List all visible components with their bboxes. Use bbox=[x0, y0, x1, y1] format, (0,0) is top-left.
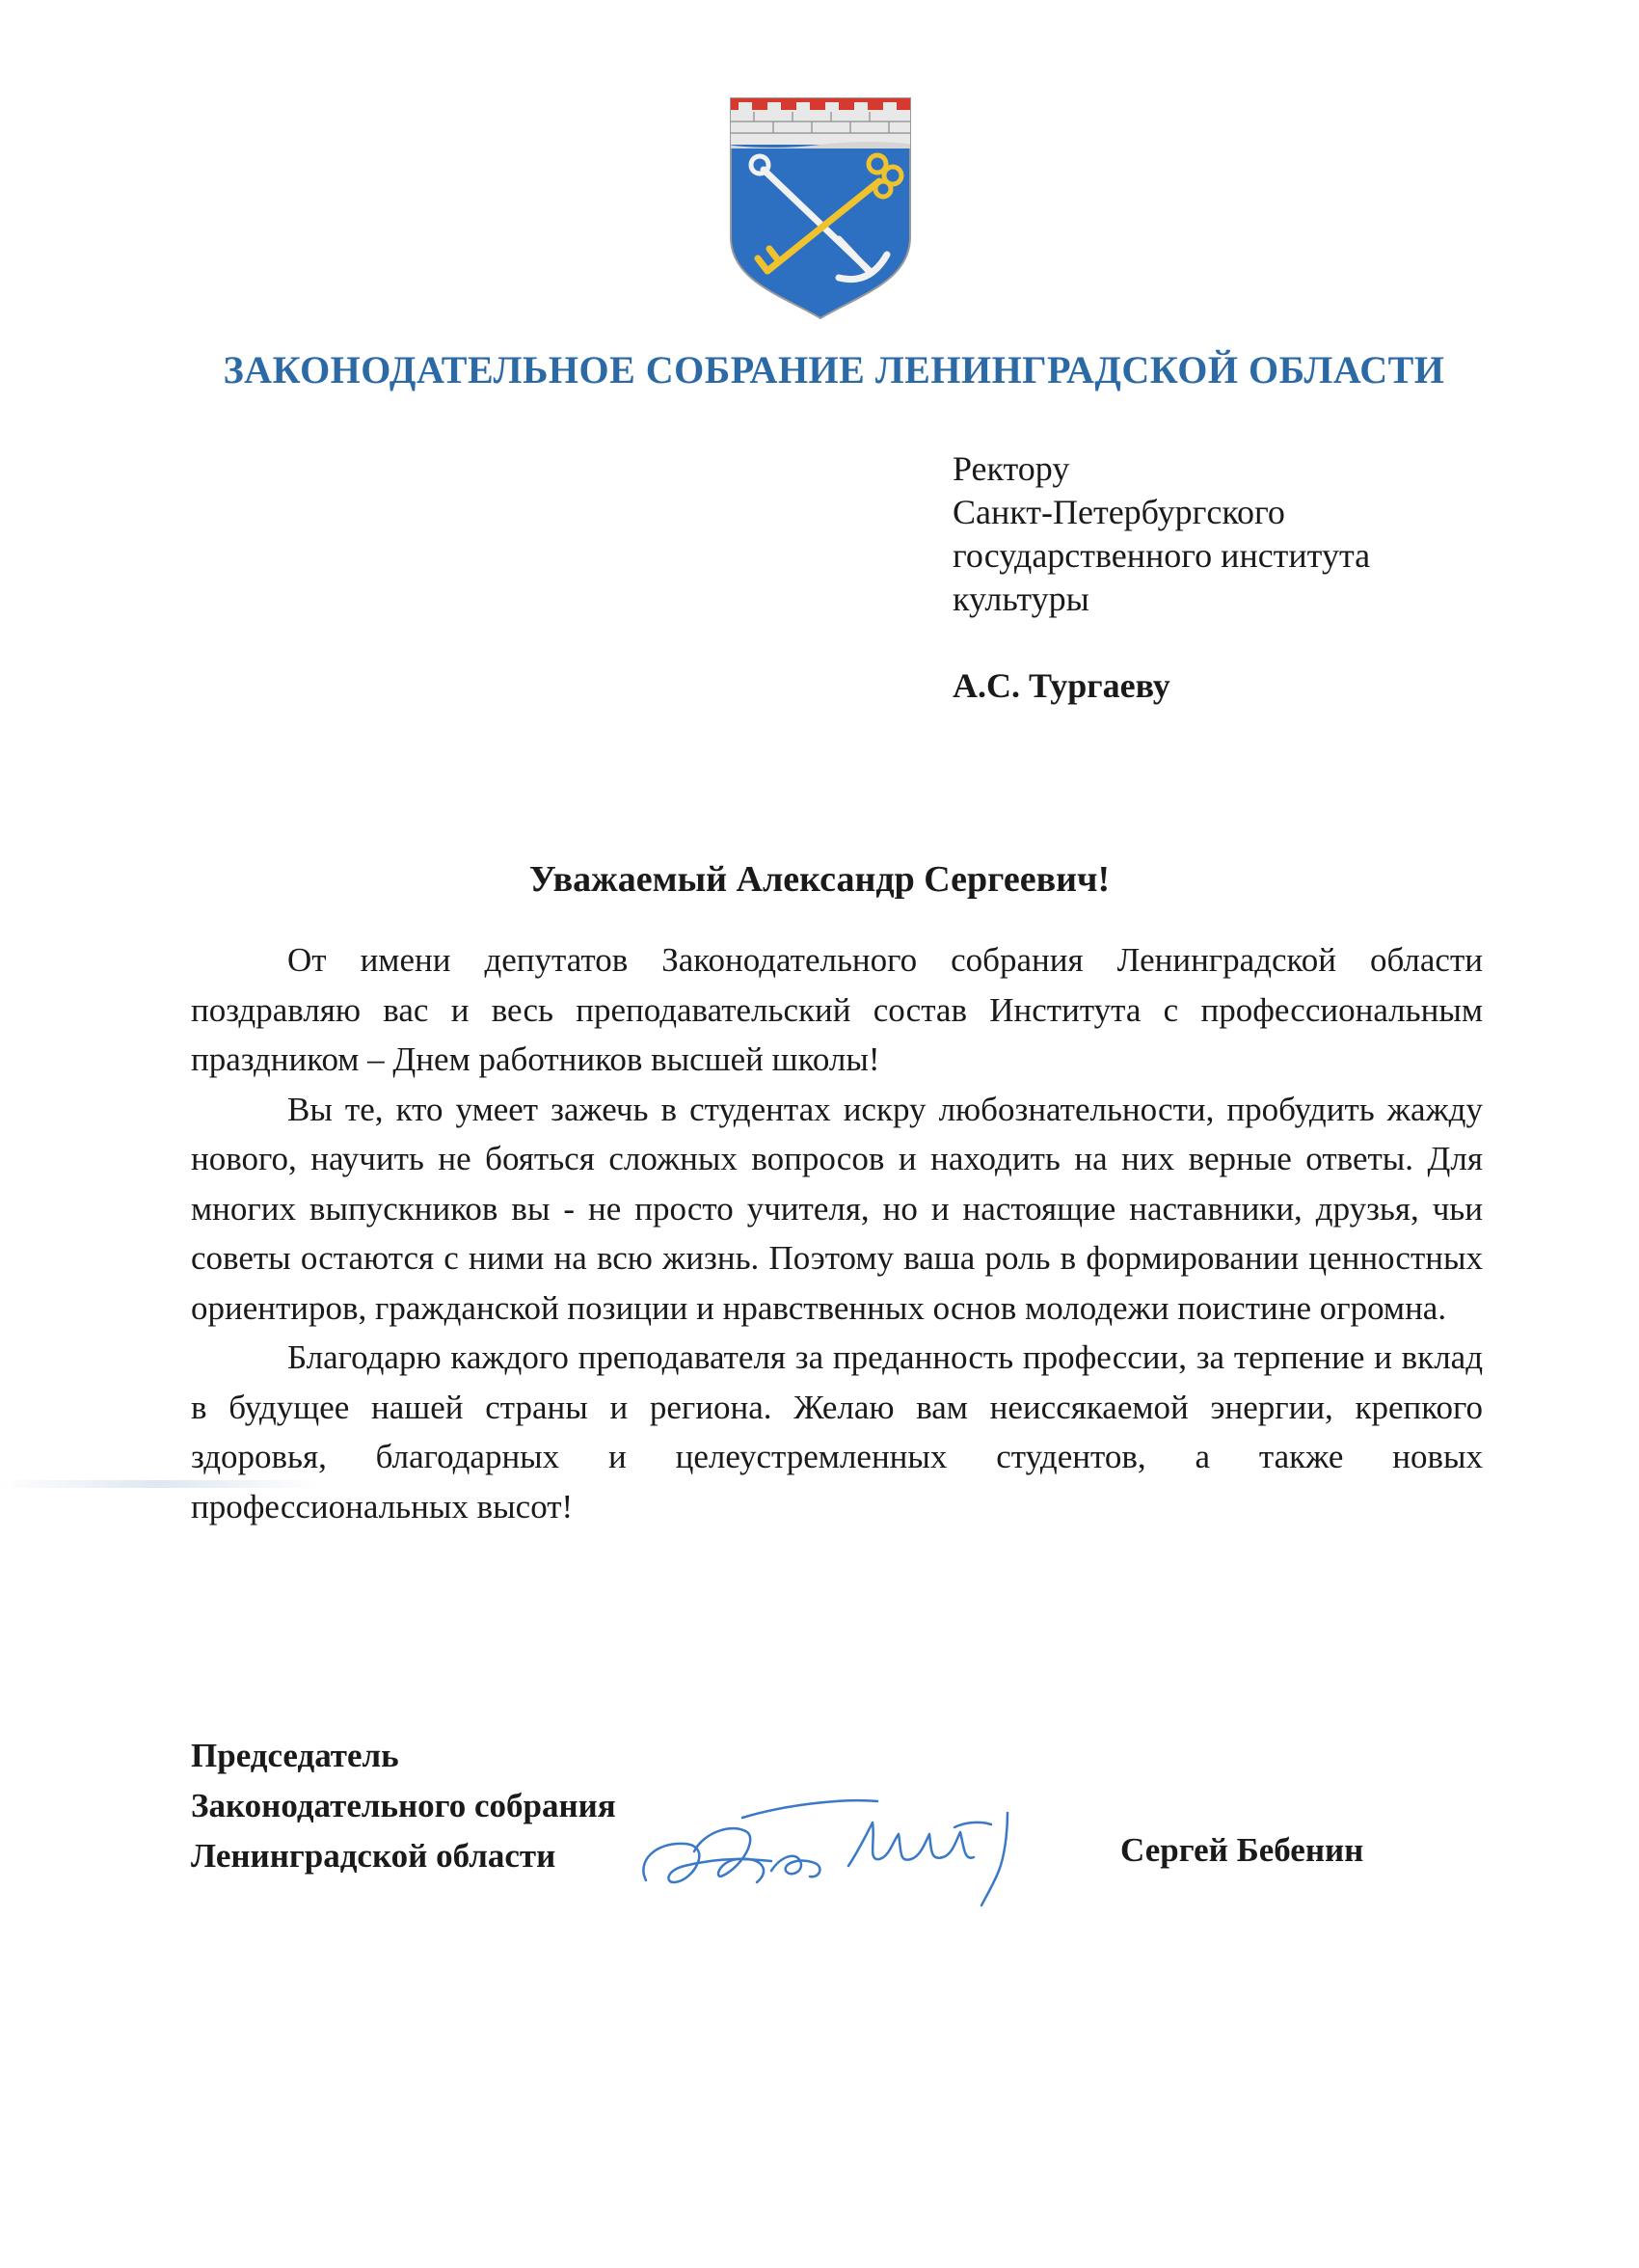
leningrad-oblast-coat-of-arms-icon bbox=[725, 93, 916, 322]
addressee-line: Санкт-Петербургского bbox=[953, 493, 1285, 531]
addressee-line: Ректору bbox=[953, 449, 1070, 488]
addressee-line: культуры bbox=[953, 580, 1089, 618]
organization-title: ЗАКОНОДАТЕЛЬНОЕ СОБРАНИЕ ЛЕНИНГРАДСКОЙ ОБЛАСТИ bbox=[223, 348, 1445, 392]
letter-paragraph: От имени депутатов Законодательного собрания Ленинградской области поздравляю вас и весь преподавательский состав Института с профессиональным праздником – Днем работников высшей школы! bbox=[191, 941, 1483, 1078]
addressee-block bbox=[953, 447, 1570, 621]
position-line: Председатель bbox=[191, 1737, 399, 1774]
addressee-name: А.С. Тургаеву bbox=[953, 666, 1170, 705]
addressee-line: государственного института bbox=[953, 536, 1371, 575]
letter-paragraph: Вы те, кто умеет зажечь в студентах искру любознательности, пробудить жажду нового, научить не бояться сложных вопросов и находить на них верные ответы. Для многих выпускников вы - не просто учителя, но и настоящие наставники, друзья, чьи советы остаются с ними на всю жизнь. Поэтому ваша роль в формировании ценностных ориентиров, гражданской позиции и нравственных основ молодежи поистине огромна. bbox=[191, 1090, 1483, 1327]
signatory-position bbox=[191, 1731, 616, 1881]
position-line: Законодательного собрания bbox=[191, 1787, 616, 1824]
signer-name: Сергей Бебенин bbox=[1120, 1831, 1364, 1869]
salutation: Уважаемый Александр Сергеевич! bbox=[528, 859, 1111, 900]
handwritten-signature-icon bbox=[627, 1774, 1089, 1919]
scan-artifact bbox=[0, 1480, 318, 1488]
letter-body bbox=[191, 935, 1483, 1531]
letter-paragraph: Благодарю каждого преподавателя за преданность профессии, за терпение и вклад в будущее нашей страны и региона. Желаю вам неиссякаемой энергии, крепкого здоровья, благодарных и целеустремленных студентов, а также новых профессиональных высот! bbox=[191, 1338, 1483, 1526]
position-line: Ленинградской области bbox=[191, 1837, 556, 1875]
